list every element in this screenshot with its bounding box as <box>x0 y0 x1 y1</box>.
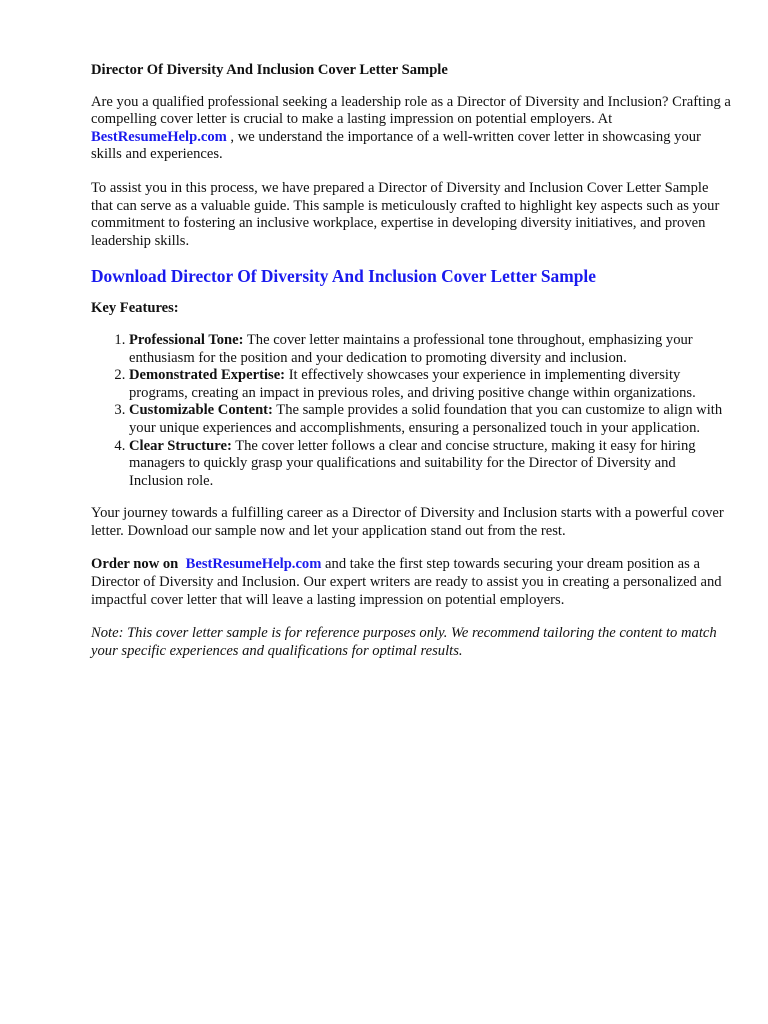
order-paragraph <box>91 556 731 609</box>
order-label: Order now on <box>91 556 179 573</box>
feature-text: The cover letter maintains a professional tone throughout, emphasizing your enthusiasm for the position and your dedication to promoting diversity and inclusion. <box>129 331 693 366</box>
document-title: Director Of Diversity And Inclusion Cover Letter Sample <box>91 62 448 78</box>
list-item <box>129 367 731 402</box>
feature-text: It effectively showcases your experience in implementing diversity programs, creating an impact in previous roles, and driving positive change within organizations. <box>129 367 696 401</box>
key-features-heading: Key Features: <box>91 300 179 317</box>
bestresumehelp-link[interactable]: BestResumeHelp.com <box>91 128 227 145</box>
intro-paragraph <box>91 94 731 164</box>
journey-paragraph: Your journey towards a fulfilling career as a Director of Diversity and Inclusion starts with a powerful cover letter. Download our sample now and let your application stand out from the rest. <box>91 505 724 539</box>
order-text-after-link: and take the first step towards securing your dream position as a Director of Diversity and Inclusion. Our expert writers are ready to assist you in creating a personalized and impactful cover letter that will leave a lasting impression on potential employers. <box>91 556 722 608</box>
feature-text: The sample provides a solid foundation that you can customize to align with your unique experiences and accomplishments, ensuring a personalized touch in your application. <box>129 402 723 436</box>
list-item <box>129 438 731 491</box>
feature-term: Customizable Content: <box>129 402 273 419</box>
download-link[interactable]: Download Director Of Diversity And Inclusion Cover Letter Sample <box>91 266 596 287</box>
list-item <box>129 332 731 367</box>
document-page <box>91 62 731 676</box>
feature-term: Demonstrated Expertise: <box>129 367 286 384</box>
list-item <box>129 402 731 437</box>
feature-term: Clear Structure: <box>129 437 232 454</box>
feature-term: Professional Tone: <box>129 331 244 348</box>
assist-paragraph: To assist you in this process, we have prepared a Director of Diversity and Inclusion Cover Letter Sample that can serve as a valuable guide. This sample is meticulously crafted to highlight key aspects such as your commitment to fostering an inclusive workplace, expertise in developing diversity initiatives, and proven leadership skills. <box>91 179 720 249</box>
intro-text-before-link: Are you a qualified professional seeking a leadership role as a Director of Diversity and Inclusion? Crafting a compelling cover letter is crucial to make a lasting impression on potential employers. At <box>91 93 731 128</box>
features-list <box>91 332 731 490</box>
order-bestresumehelp-link[interactable]: BestResumeHelp.com <box>185 556 322 573</box>
feature-text: The cover letter follows a clear and concise structure, making it easy for hiring managers to quickly grasp your qualifications and suitability for the Director of Diversity and Inclusion role. <box>129 437 696 489</box>
intro-text-after-link: , we understand the importance of a well-written cover letter in showcasing your skills and experiences. <box>91 128 701 163</box>
note-paragraph: Note: This cover letter sample is for reference purposes only. We recommend tailoring the content to match your specific experiences and qualifications for optimal results. <box>91 625 717 659</box>
